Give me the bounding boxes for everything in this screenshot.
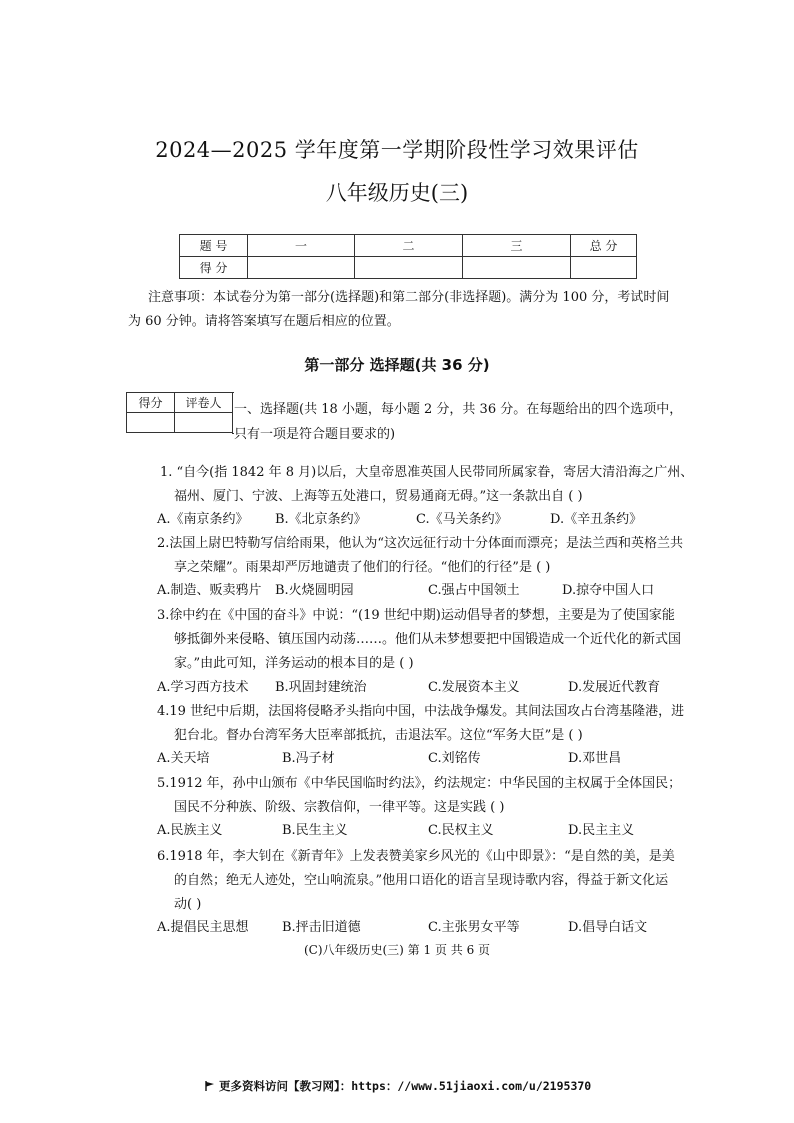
question-6-option-b: B.抨击旧道德: [282, 920, 361, 935]
part-one-heading: 第一部分 选择题(共 36 分): [304, 356, 490, 374]
question-2-line-2: 享之荣耀”。雨果却严厉地谴责了他们的行径。“他们的行径”是 ( ): [174, 560, 551, 575]
question-4-option-c: C.刘铭传: [428, 751, 481, 766]
question-6-option-a: A.提倡民主思想: [157, 920, 249, 935]
question-6-line-3: 动( ): [174, 897, 202, 912]
score-cell: 一: [248, 235, 355, 257]
question-5-option-b: B.民生主义: [282, 823, 348, 838]
question-3-line-3: 家。”由此可知，洋务运动的根本目的是 ( ): [174, 656, 414, 671]
grader-reviewer-blank[interactable]: [175, 413, 233, 433]
score-table-header-row: [180, 235, 637, 257]
question-2-line-1: 2.法国上尉巴特勒写信给雨果，他认为“这次远征行动十分体面而漂亮；是法兰西和英格兰共: [157, 536, 684, 551]
question-1-line-1: 1. “自今(指 1842 年 8 月)以后，大皇帝恩准英国人民带同所属家眷，寄居大清沿海之广州、: [160, 465, 694, 480]
question-4-option-d: D.邓世昌: [568, 751, 622, 766]
question-5-option-a: A.民族主义: [157, 823, 223, 838]
question-2-option-a: A.制造、贩卖鸦片: [157, 583, 262, 598]
exam-title: 2024—2025 学年度第一学期阶段性学习效果评估: [155, 138, 639, 162]
question-3-option-a: A.学习西方技术: [157, 680, 249, 695]
question-5-option-d: D.民主主义: [568, 823, 635, 838]
score-cell: 题 号: [180, 235, 248, 257]
question-4-line-2: 犯台北。督办台湾军务大臣率部抵抗，击退法军。这位“军务大臣”是 ( ): [174, 728, 583, 743]
question-3-option-d: D.发展近代教育: [568, 680, 661, 695]
section-instruction-2: 只有一项是符合题目要求的): [234, 427, 396, 442]
question-1-option-c: C.《马关条约》: [416, 512, 508, 527]
question-4-option-b: B.冯子材: [282, 751, 335, 766]
question-6-line-1: 6.1918 年，李大钊在《新青年》上发表赞美家乡风光的《山中即景》：“是自然的美，是美: [157, 849, 675, 864]
score-row-label: 得 分: [180, 257, 248, 279]
score-blank[interactable]: [248, 257, 355, 279]
grader-table: [126, 392, 233, 433]
notice-line-1: 注意事项：本试卷分为第一部分(选择题)和第二部分(非选择题)。满分为 100 分，考试时间: [148, 290, 670, 305]
question-5-line-2: 国民不分种族、阶级、宗教信仰，一律平等。这是实践 ( ): [174, 800, 505, 815]
question-6-option-c: C.主张男女平等: [428, 920, 520, 935]
notice-line-2: 为 60 分钟。请将答案填写在题后相应的位置。: [128, 314, 400, 329]
grader-reviewer-label: 评卷人: [175, 393, 233, 413]
promo-link[interactable]: [205, 1078, 591, 1094]
question-5-line-1: 5.1912 年，孙中山颁布《中华民国临时约法》，约法规定：中华民国的主权属于全体国民；: [157, 776, 682, 791]
score-blank[interactable]: [463, 257, 571, 279]
grader-score-blank[interactable]: [127, 413, 175, 433]
page-footer: (C)八年级历史(三) 第 1 页 共 6 页: [303, 943, 491, 957]
divider: [232, 392, 234, 393]
score-table: [179, 234, 637, 279]
question-1-option-a: A.《南京条约》: [157, 512, 249, 527]
score-blank[interactable]: [355, 257, 463, 279]
question-6-option-d: D.倡导白话文: [568, 920, 648, 935]
question-3-option-b: B.巩固封建统治: [275, 680, 367, 695]
question-2-option-c: C.强占中国领土: [428, 583, 520, 598]
score-blank[interactable]: [571, 257, 637, 279]
section-instruction-1: 一、选择题(共 18 小题，每小题 2 分，共 36 分。在每题给出的四个选项中，: [234, 402, 683, 417]
grader-score-label: 得分: [127, 393, 175, 413]
question-6-line-2: 的自然；绝无人迹处，空山响流泉。”他用口语化的语言呈现诗歌内容，得益于新文化运: [174, 873, 669, 888]
score-cell: 总 分: [571, 235, 637, 257]
question-4-option-a: A.关天培: [157, 751, 210, 766]
question-2-option-d: D.掠夺中国人口: [562, 583, 655, 598]
question-5-option-c: C.民权主义: [428, 823, 494, 838]
question-4-line-1: 4.19 世纪中后期，法国将侵略矛头指向中国，中法战争爆发。其间法国攻占台湾基隆港，进: [157, 704, 685, 719]
question-1-option-b: B.《北京条约》: [275, 512, 367, 527]
question-1-line-2: 福州、厦门、宁波、上海等五处港口，贸易通商无碍。”这一条款出自 ( ): [174, 489, 583, 504]
question-2-option-b: B.火烧圆明园: [275, 583, 354, 598]
exam-subtitle: 八年级历史(三): [325, 181, 469, 205]
score-table-score-row: [180, 257, 637, 279]
promo-link-text: 更多资料访问【教习网】：https：//www.51jiaoxi.com/u/2195370: [219, 1079, 592, 1093]
score-cell: 三: [463, 235, 571, 257]
score-cell: 二: [355, 235, 463, 257]
flag-icon: [205, 1080, 215, 1089]
question-1-option-d: D.《辛丑条约》: [550, 512, 643, 527]
question-3-line-1: 3.徐中约在《中国的奋斗》中说：“(19 世纪中期)运动倡导者的梦想，主要是为了使国家能: [157, 608, 675, 623]
question-3-option-c: C.发展资本主义: [428, 680, 520, 695]
question-3-line-2: 够抵御外来侵略、镇压国内动荡……。他们从未梦想要把中国锻造成一个近代化的新式国: [174, 632, 682, 647]
